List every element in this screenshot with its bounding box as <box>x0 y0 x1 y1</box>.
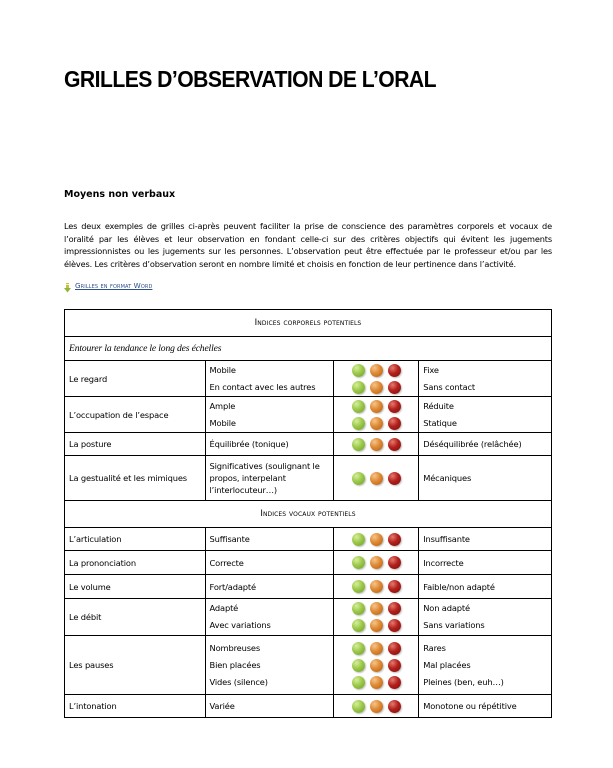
table-row <box>65 433 552 456</box>
scale-cell <box>334 599 419 636</box>
criterion-cell: Le regard <box>65 361 206 397</box>
positive-cell <box>205 599 334 636</box>
rating-scale <box>352 362 401 379</box>
positive-cell <box>205 636 334 695</box>
negative-cell: Faible/non adapté <box>419 575 552 599</box>
negative-cell <box>419 636 552 695</box>
section-subtitle: Moyens non verbaux <box>64 189 176 200</box>
red-dot-icon[interactable] <box>388 381 401 394</box>
download-arrow-icon <box>64 280 71 290</box>
green-dot-icon[interactable] <box>352 676 365 689</box>
orange-dot-icon[interactable] <box>370 619 383 632</box>
positive-label: Avec variations <box>209 620 271 630</box>
green-dot-icon[interactable] <box>352 438 365 451</box>
red-dot-icon[interactable] <box>388 619 401 632</box>
negative-cell: Déséquilibrée (relâchée) <box>419 433 552 456</box>
rating-scale <box>352 578 401 595</box>
criterion-cell: L’occupation de l’espace <box>65 397 206 433</box>
table-row <box>65 636 552 695</box>
negative-cell <box>419 599 552 636</box>
table-row <box>65 575 552 599</box>
positive-label: Adapté <box>209 603 239 613</box>
green-dot-icon[interactable] <box>352 417 365 430</box>
rating-scale <box>352 379 401 396</box>
section-header-row <box>65 501 552 528</box>
orange-dot-icon[interactable] <box>370 700 383 713</box>
orange-dot-icon[interactable] <box>370 602 383 615</box>
rating-scale <box>352 657 401 674</box>
negative-label: Rares <box>423 642 446 653</box>
section-header-row <box>65 310 552 337</box>
negative-cell <box>419 361 552 397</box>
table-row <box>65 397 552 433</box>
positive-label: Nombreuses <box>209 642 261 653</box>
rating-scale <box>352 674 401 691</box>
scale-cell <box>334 575 419 599</box>
positive-cell: Fort/adapté <box>205 575 334 599</box>
rating-scale <box>352 398 401 415</box>
criterion-cell: La prononciation <box>65 551 206 575</box>
positive-label: Ample <box>209 400 236 411</box>
red-dot-icon[interactable] <box>388 533 401 546</box>
positive-label: Vides (silence) <box>209 676 268 687</box>
positive-cell: Significatives (soulignant le propos, interpelant l’interlocuteur…) <box>205 456 334 501</box>
red-dot-icon[interactable] <box>388 700 401 713</box>
green-dot-icon[interactable] <box>352 400 365 413</box>
word-download-link-line[interactable] <box>64 280 152 290</box>
negative-label: Non adapté <box>423 603 470 613</box>
scale-cell <box>334 456 419 501</box>
negative-cell <box>419 397 552 433</box>
negative-cell: Incorrecte <box>419 551 552 575</box>
green-dot-icon[interactable] <box>352 700 365 713</box>
red-dot-icon[interactable] <box>388 659 401 672</box>
criterion-cell: Le volume <box>65 575 206 599</box>
scale-cell <box>334 361 419 397</box>
scale-cell <box>334 551 419 575</box>
table-row <box>65 695 552 718</box>
page-title: GRILLES D’OBSERVATION DE L’ORAL <box>64 66 437 92</box>
positive-cell: Suffisante <box>205 528 334 551</box>
positive-cell: Correcte <box>205 551 334 575</box>
red-dot-icon[interactable] <box>388 400 401 413</box>
rating-scale <box>352 617 401 634</box>
green-dot-icon[interactable] <box>352 659 365 672</box>
positive-label: Mobile <box>209 417 236 428</box>
negative-label: Sans contact <box>423 381 476 392</box>
orange-dot-icon[interactable] <box>370 400 383 413</box>
table-row <box>65 456 552 501</box>
orange-dot-icon[interactable] <box>370 381 383 394</box>
negative-cell: Mécaniques <box>419 456 552 501</box>
negative-label: Pleines (ben, euh…) <box>423 676 504 687</box>
green-dot-icon[interactable] <box>352 381 365 394</box>
table-row <box>65 599 552 636</box>
scale-cell <box>334 636 419 695</box>
rating-scale <box>352 470 401 487</box>
red-dot-icon[interactable] <box>388 676 401 689</box>
orange-dot-icon[interactable] <box>370 580 383 593</box>
negative-label: Réduite <box>423 400 454 411</box>
negative-label: Mal placées <box>423 659 471 670</box>
scale-cell <box>334 528 419 551</box>
red-dot-icon[interactable] <box>388 364 401 377</box>
positive-label: En contact avec les autres <box>209 381 316 392</box>
negative-label: Fixe <box>423 364 439 375</box>
table-row <box>65 361 552 397</box>
rating-scale <box>352 600 401 617</box>
positive-cell <box>205 397 334 433</box>
green-dot-icon[interactable] <box>352 602 365 615</box>
positive-cell: Variée <box>205 695 334 718</box>
rating-scale <box>352 415 401 432</box>
green-dot-icon[interactable] <box>352 619 365 632</box>
positive-cell: Équilibrée (tonique) <box>205 433 334 456</box>
rating-scale <box>352 436 401 453</box>
criterion-cell: La posture <box>65 433 206 456</box>
green-dot-icon[interactable] <box>352 642 365 655</box>
scale-cell <box>334 695 419 718</box>
orange-dot-icon[interactable] <box>370 472 383 485</box>
section-heading-vocaux: Indices vocaux potentiels <box>65 501 552 528</box>
orange-dot-icon[interactable] <box>370 659 383 672</box>
red-dot-icon[interactable] <box>388 417 401 430</box>
rating-scale <box>352 698 401 715</box>
instruction-row <box>65 337 552 361</box>
orange-dot-icon[interactable] <box>370 533 383 546</box>
section-heading-corporels: Indices corporels potentiels <box>65 310 552 337</box>
green-dot-icon[interactable] <box>352 580 365 593</box>
negative-cell: Insuffisante <box>419 528 552 551</box>
criterion-cell: L’intonation <box>65 695 206 718</box>
orange-dot-icon[interactable] <box>370 556 383 569</box>
rating-scale <box>352 554 401 571</box>
criterion-cell: L’articulation <box>65 528 206 551</box>
red-dot-icon[interactable] <box>388 438 401 451</box>
positive-cell <box>205 361 334 397</box>
red-dot-icon[interactable] <box>388 602 401 615</box>
table-row <box>65 551 552 575</box>
green-dot-icon[interactable] <box>352 472 365 485</box>
red-dot-icon[interactable] <box>388 580 401 593</box>
negative-label: Sans variations <box>423 620 485 630</box>
orange-dot-icon[interactable] <box>370 642 383 655</box>
word-format-link[interactable]: Grilles en format Word <box>75 280 153 290</box>
scale-cell <box>334 433 419 456</box>
orange-dot-icon[interactable] <box>370 364 383 377</box>
orange-dot-icon[interactable] <box>370 438 383 451</box>
red-dot-icon[interactable] <box>388 642 401 655</box>
green-dot-icon[interactable] <box>352 556 365 569</box>
rating-scale <box>352 531 401 548</box>
observation-grid-table <box>64 309 552 718</box>
green-dot-icon[interactable] <box>352 533 365 546</box>
criterion-cell: Les pauses <box>65 636 206 695</box>
criterion-cell: Le débit <box>65 599 206 636</box>
scale-cell <box>334 397 419 433</box>
table-row <box>65 528 552 551</box>
green-dot-icon[interactable] <box>352 364 365 377</box>
negative-cell: Monotone ou répétitive <box>419 695 552 718</box>
intro-paragraph: Les deux exemples de grilles ci-après peuvent faciliter la prise de conscience des paramètres corporels et vocaux de l’oralité par les élèves et leur observation en fondant celle-ci sur des critères objectifs qui évitent les jugements impressionnistes ou les jugements sur les personnes. L’observation peut être effectuée par le professeur et/ou par les élèves. Les critères d’observation seront en nombre limité et choisis en fonction de leur pertinence dans l’activité. <box>64 221 552 270</box>
positive-label: Mobile <box>209 364 236 375</box>
negative-label: Statique <box>423 417 457 428</box>
criterion-cell: La gestualité et les mimiques <box>65 456 206 501</box>
orange-dot-icon[interactable] <box>370 676 383 689</box>
rating-scale <box>352 640 401 657</box>
red-dot-icon[interactable] <box>388 556 401 569</box>
orange-dot-icon[interactable] <box>370 417 383 430</box>
positive-label: Bien placées <box>209 659 261 670</box>
instruction-text: Entourer la tendance le long des échelles <box>65 337 552 361</box>
red-dot-icon[interactable] <box>388 472 401 485</box>
